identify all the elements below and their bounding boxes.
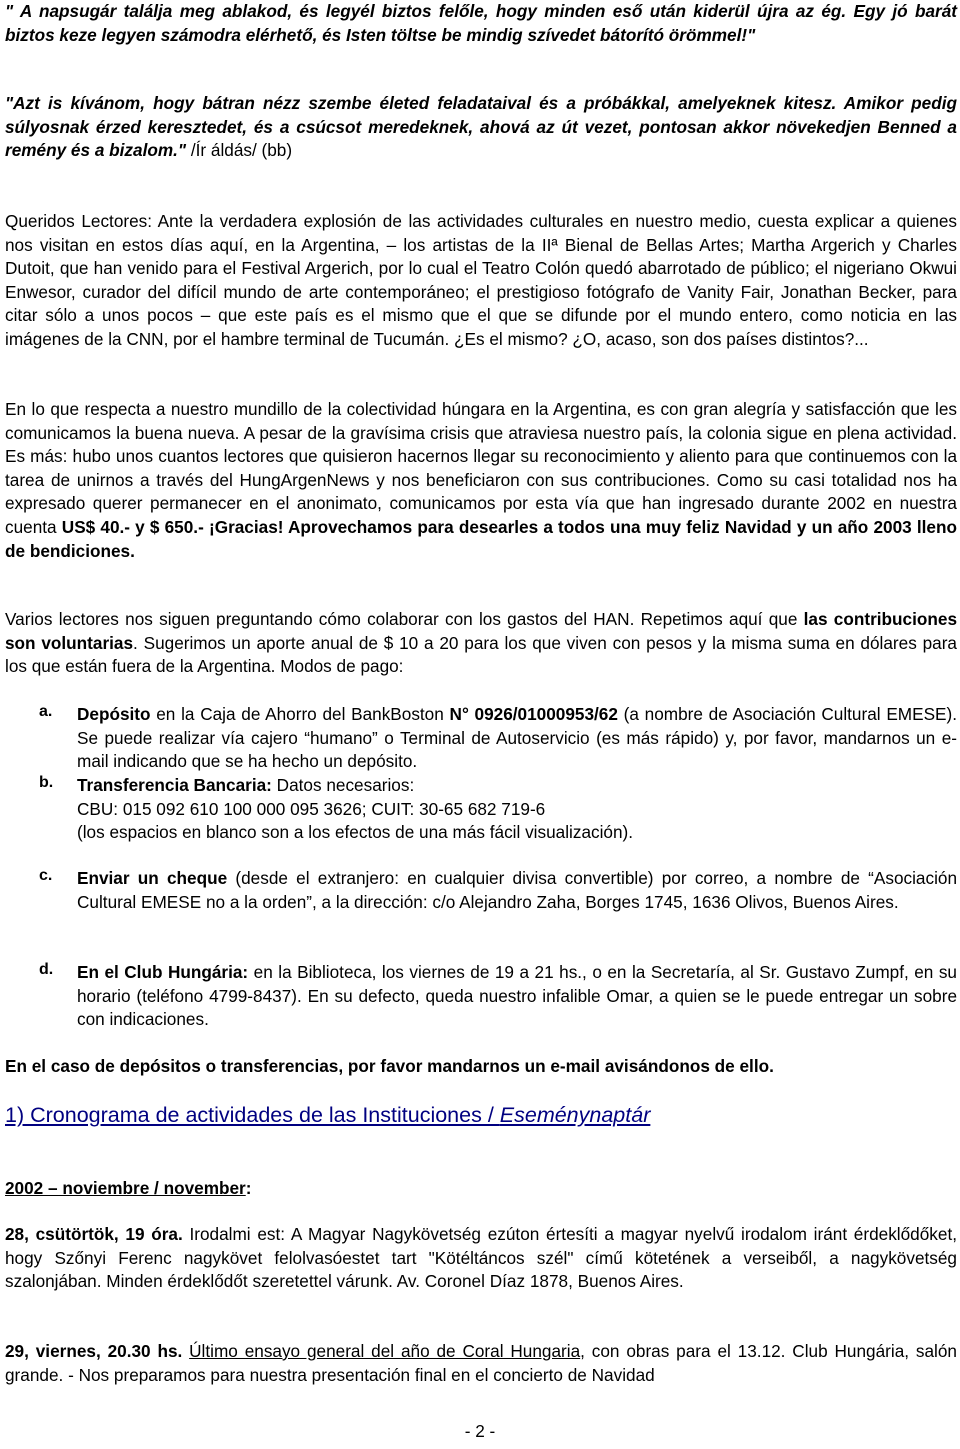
page-number: - 2 - [464, 1421, 496, 1441]
payment-b-note: (los espacios en blanco son a los efectos de una más fácil visualización). [77, 822, 634, 843]
varios-text-2: . Sugerimos un aporte anual de $ 10 a 20 para los que viven con pesos y la misma suma en dólares para los que están fuera de la Argentina. Modos de pago: [5, 632, 957, 677]
payment-d-bold-1: En el Club Hungária: [77, 962, 249, 982]
blessing-attribution: /Ír áldás/ (bb) [186, 140, 293, 161]
payment-item-a [5, 703, 957, 774]
section-heading [5, 1101, 957, 1129]
payment-label-d: d. [39, 961, 54, 978]
payment-b-bold-1: Transferencia Bancaria: [77, 775, 272, 795]
event-29 [5, 1340, 957, 1387]
payment-c-text-1: (desde el extranjero: en cualquier divisa convertible) por correo, a nombre de “Asociación Cultural EMESE no a la orden”, a la dirección: c/o Alejandro Zaha, Borges 1745, 1636 Olivos, Buenos Aires. [77, 868, 957, 912]
deposit-note-text: En el caso de depósitos o transferencias, por favor mandarnos un e-mail avisándonos de ello. [5, 1056, 774, 1076]
payment-label-b: b. [39, 774, 54, 791]
event-28 [5, 1223, 957, 1294]
event-28-text: Irodalmi est: A Magyar Nagykövetség ezúton értesíti a magyar nyelvű irodalom iránt érdeklődőket, hogy Szőnyi Ferenc nagykövet felolvasóestet tart "Kötéltáncos szél" című kötetének a verseiből, a nagykövetség szalonjában. Minden érdeklődőt szeretettel várunk. Av. Coronel Díaz 1878, Buenos Aires. [5, 1224, 958, 1292]
deposit-note [5, 1055, 957, 1079]
paragraph-varios [5, 608, 957, 679]
lectores-text: Ante la verdadera explosión de las actividades culturales en nuestro medio, cuesta explicar a quienes nos visitan en estos días aquí, en la Argentina, – los artistas de la IIª Bienal de Bellas Artes; Martha Argerich y Charles Dutoit, que han venido para el Festival Argerich, por lo cual el Teatro Colón quedó abarrotado de público; el nigeriano Okwui Enwesor, curador del difícil mundo de arte contemporáneo; el prestigioso fotógrafo de Vanity Fair, Jonathan Becker, para citar sólo a unos pocos – que este país es el mismo que el que se difunde por el mundo entero, como noticia en las imágenes de la CNN, por el hambre terminal de Tucumán. ¿Es el mismo? ¿O, acaso, son dos países distintos?... [5, 211, 957, 349]
payment-d-text-1: en la Biblioteca, los viernes de 19 a 21 hs., o en la Secretaría, al Sr. Gustavo Zumpf, en su horario (teléfono 4799-8437). En su defecto, queda nuestro infalible Omar, a quien se le puede entregar un sobre con indicaciones. [77, 962, 957, 1030]
payment-item-c [5, 867, 957, 914]
month-heading [5, 1177, 957, 1201]
payment-text-a [77, 703, 957, 774]
mundillo-text: En lo que respecta a nuestro mundillo de la colectividad húngara en la Argentina, es con gran alegría y satisfacción que les comunicamos la buena nueva. A pesar de la gravísima crisis que atraviesa nuestro país, la colonia sigue en plena actividad. Es más: hubo unos cuantos lectores que quisieron hacernos llegar su reconocimiento y aliento para que continuemos con la tarea de unirnos a través del HungArgenNews y nos beneficiaron con sus contribuciones. Como su casi totalidad nos ha expresado querer permanecer en el anonimato, comunicamos por esta vía que han ingresado durante 2002 en nuestra cuenta [5, 399, 957, 537]
blessing-part-1: " A napsugár találja meg ablakod, és legyél biztos felőle, hogy minden eső után kiderül újra az ég. Egy jó barát biztos keze legyen számodra elérhető, és Isten töltse be mindig szívedet bátorító örömmel!" [5, 1, 957, 45]
payment-item-d [5, 961, 957, 1032]
payment-text-b [77, 774, 957, 798]
month-heading-text: 2002 – noviembre / november [5, 1178, 246, 1198]
payment-a-text-2: (a nombre de Asociación Cultural EMESE). Se puede realizar vía cajero “humano” o Terminal de Autoservicio (es más rápido) y, por favor, mandarnos un e-mail indicando que se ha hecho un depósito. [77, 704, 957, 772]
payment-b-cbu: CBU: 015 092 610 100 000 095 3626; CUIT: 30-65 682 719-6 [77, 798, 546, 819]
event-28-date: 28, csütörtök, 19 óra. [5, 1224, 183, 1244]
payment-a-text-1: en la Caja de Ahorro del BankBoston [150, 704, 450, 724]
blessing-part-2 [5, 92, 957, 163]
paragraph-lectores [5, 210, 957, 352]
payment-item-b [5, 774, 957, 845]
payment-text-c [77, 867, 957, 914]
section-heading-italic: Eseménynaptár [499, 1103, 651, 1127]
lectores-lead: Queridos Lectores: [5, 211, 153, 231]
payment-a-bold-1: Depósito [77, 704, 151, 724]
event-29-underlined: Último ensayo general del año de Coral Hungaria [189, 1341, 581, 1361]
payment-text-d [77, 961, 957, 1032]
blessing-part-2-text: "Azt is kívánom, hogy bátran nézz szembe életed feladataival és a próbákkal, amelyeknek kitesz. Amikor pedig súlyosnak érzed keresztedet, és a csúcsot meredeknek, ahová az út vezet, pontosan akkor növekedjen Benned a remény és a bizalom." [5, 93, 957, 161]
payment-label-a: a. [39, 703, 53, 720]
payment-b-text-1: Datos necesarios: [271, 775, 415, 795]
month-heading-colon: : [245, 1178, 252, 1198]
payment-c-bold-1: Enviar un cheque [77, 868, 228, 888]
event-29-text: , con obras para el 13.12. Club Hungária, salón grande. - Nos preparamos para nuestra presentación final en el concierto de Navidad [5, 1341, 957, 1385]
payment-a-account: N° 0926/01000953/62 [449, 704, 618, 724]
paragraph-mundillo [5, 398, 957, 563]
mundillo-bold: US$ 40.- y $ 650.- ¡Gracias! Aprovechamos para desearles a todos una muy feliz Navidad y un año 2003 lleno de bendiciones. [5, 516, 957, 561]
varios-text-1: Varios lectores nos siguen preguntando cómo colaborar con los gastos del HAN. Repetimos aquí que [5, 609, 804, 629]
section-heading-main: 1) Cronograma de actividades de las Instituciones / [5, 1103, 500, 1127]
varios-bold: las contribuciones son voluntarias [5, 609, 957, 653]
payment-label-c: c. [39, 867, 53, 884]
event-29-date: 29, viernes, 20.30 hs. [5, 1341, 183, 1361]
